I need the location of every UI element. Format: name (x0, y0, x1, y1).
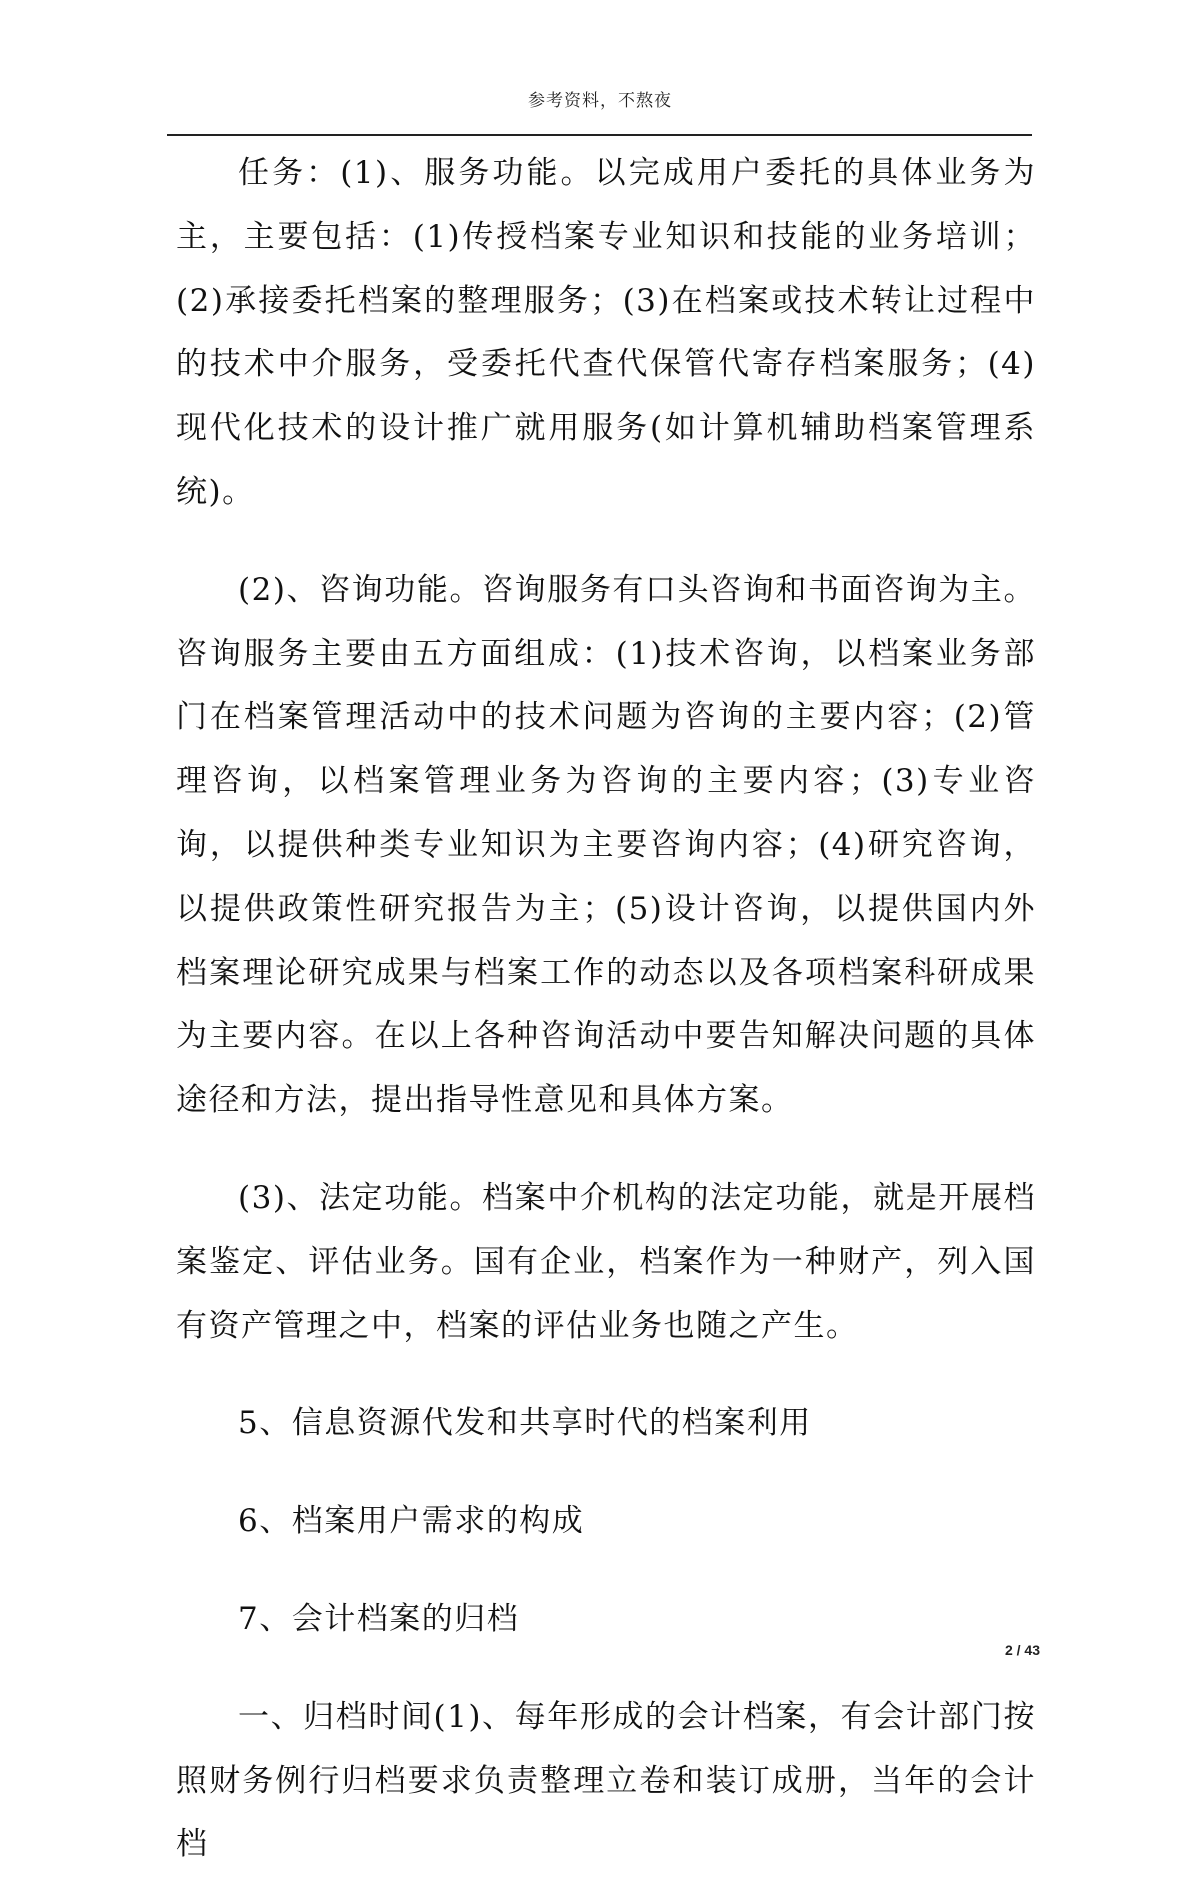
paragraph-filing-time: 一、归档时间(1)、每年形成的会计档案，有会计部门按照财务例行归档要求负责整理立卷和装订成册，当年的会计档 (176, 1698, 1036, 1863)
document-body (176, 142, 1036, 1877)
paragraph-service-function: 任务：(1)、服务功能。以完成用户委托的具体业务为主，主要包括：(1)传授档案专业知识和技能的业务培训；(2)承接委托档案的整理服务；(3)在档案或技术转让过程中的技术中介服务，受委托代查代保管代寄存档案服务；(4)现代化技术的设计推广就用服务(如计算机辅助档案管理系统)。 (176, 155, 1036, 510)
page-header: 参考资料，不熬夜 (528, 91, 672, 111)
paragraph-item-6: 6、档案用户需求的构成 (238, 1503, 585, 1540)
page-number: 2 / 43 (1004, 1642, 1040, 1658)
paragraph-consulting-function: (2)、咨询功能。咨询服务有口头咨询和书面咨询为主。咨询服务主要由五方面组成：(1)技术咨询，以档案业务部门在档案管理活动中的技术问题为咨询的主要内容；(2)管理咨询，以档案管理业务为咨询的主要内容；(3)专业咨询，以提供种类专业知识为主要咨询内容；(4)研究咨询，以提供政策性研究报告为主；(5)设计咨询，以提供国内外档案理论研究成果与档案工作的动态以及各项档案科研成果为主要内容。在以上各种咨询活动中要告知解决问题的具体途径和方法，提出指导性意见和具体方案。 (176, 571, 1036, 1119)
header-divider (167, 134, 1032, 136)
paragraph-item-7: 7、会计档案的归档 (238, 1600, 520, 1637)
paragraph-legal-function: (3)、法定功能。档案中介机构的法定功能，就是开展档案鉴定、评估业务。国有企业，档案作为一种财产，列入国有资产管理之中，档案的评估业务也随之产生。 (176, 1179, 1036, 1344)
paragraph-item-5: 5、信息资源代发和共享时代的档案利用 (238, 1405, 812, 1442)
